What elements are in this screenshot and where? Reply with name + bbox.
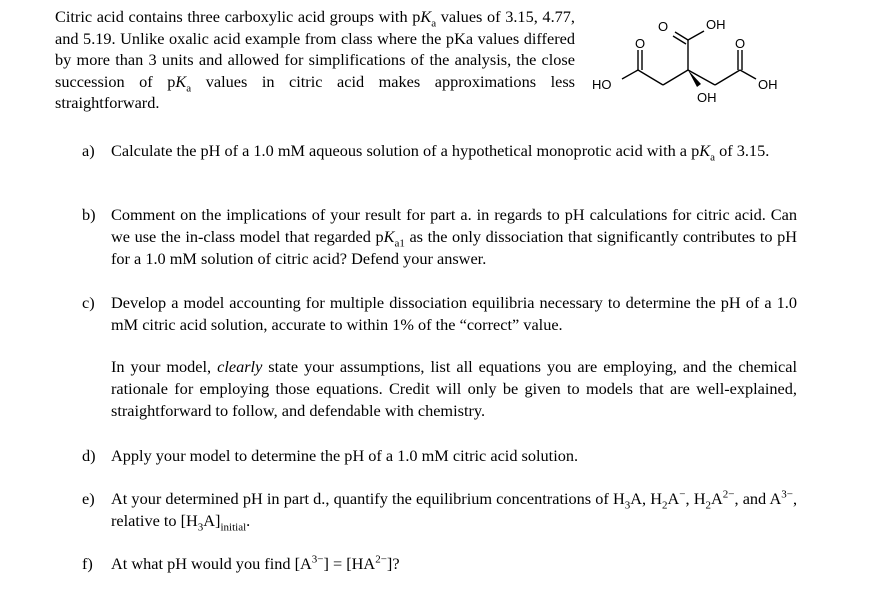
- subscript: 2: [705, 499, 711, 512]
- text-run: ] = [HA: [323, 554, 376, 573]
- question-text: [111, 445, 797, 467]
- text-run: , relative to [H: [111, 489, 798, 530]
- text-run: A, H: [630, 489, 663, 508]
- text-run: Develop a model accounting for multiple dissociation equilibria necessary to determine the pH of a 1.0 mM citric acid solution, accurate to within 1% of the “correct” value.: [111, 293, 797, 334]
- structure-label: OH: [758, 77, 778, 92]
- question-label: c): [82, 293, 95, 312]
- structure-label: O: [635, 36, 646, 51]
- question-label: b): [82, 205, 96, 224]
- text-run: K: [383, 227, 395, 246]
- question-c: [82, 292, 797, 422]
- superscript: −: [679, 488, 686, 501]
- structure-label: HO: [592, 77, 612, 92]
- superscript: 3−: [781, 488, 793, 501]
- text-run: A: [667, 489, 680, 508]
- question-label: d): [82, 446, 96, 465]
- text-run: , H: [685, 489, 706, 508]
- subscript: initial: [220, 521, 247, 534]
- question-text: [111, 356, 797, 422]
- question-text: [111, 140, 797, 162]
- text-run: , and A: [734, 489, 782, 508]
- question-label: e): [82, 489, 95, 508]
- subscript: 3: [197, 521, 204, 534]
- text-run: values of 3.15, 4.77, and 5.19. Unlike oxalic acid example from class where the pKa values differed by more than 3 units and allowed for simplifications of the analysis, the close succession of p: [55, 7, 575, 91]
- text-run: Comment on the implications of your result for part a. in regards to pH calculations for citric acid. Can we use the in-class model that regarded p: [111, 205, 797, 246]
- structure-label: O: [658, 19, 669, 34]
- text-run: K: [420, 7, 432, 26]
- superscript: 2−: [722, 488, 735, 501]
- question-label: a): [82, 141, 95, 160]
- text-run: At what pH would you find [A: [111, 554, 312, 573]
- subscript: 2: [662, 499, 668, 512]
- question-text: [111, 204, 797, 270]
- question-e: [82, 488, 797, 532]
- subscript: a: [186, 81, 192, 94]
- question-text: [111, 292, 797, 336]
- question-f: [82, 553, 797, 575]
- subscript: a: [710, 151, 716, 164]
- question-text: [111, 488, 797, 532]
- text-run: values in citric acid makes approximations less straightforward.: [55, 71, 575, 112]
- subscript: 3: [624, 499, 631, 512]
- intro-paragraph: [55, 6, 575, 114]
- text-run: Citric acid contains three carboxylic acid groups with p: [55, 7, 421, 26]
- text-run: At your determined pH in part d., quantify the equilibrium concentrations of H: [111, 489, 625, 508]
- structure-label: O: [735, 36, 746, 51]
- text-run: Calculate the pH of a 1.0 mM aqueous solution of a hypothetical monoprotic acid with a p: [111, 141, 700, 160]
- text-run: A: [710, 489, 723, 508]
- text-run: In your model,: [111, 357, 218, 376]
- subscript: a1: [394, 237, 405, 250]
- superscript: 3−: [311, 553, 324, 566]
- text-run: as the only dissociation that significantly contributes to pH for a 1.0 mM solution of citric acid? Defend your answer.: [111, 227, 797, 268]
- structure-label: OH: [706, 17, 726, 32]
- text-run: .: [246, 511, 251, 530]
- question-a: [82, 140, 797, 162]
- structure-label: OH: [697, 90, 717, 105]
- text-run: ]?: [386, 554, 400, 573]
- superscript: 2−: [375, 553, 387, 566]
- text-run: A]: [203, 511, 221, 530]
- question-text: [111, 553, 797, 575]
- text-run: of 3.15.: [715, 141, 770, 160]
- text-run: state your assumptions, list all equations you are employing, and the chemical rationale for employing those equations. Credit will only be given to models that are well-explained, straightforward to follow, and defendable with chemistry.: [111, 357, 798, 420]
- text-run: K: [699, 141, 711, 160]
- citric-acid-structure: [580, 0, 800, 115]
- question-b: [82, 204, 797, 270]
- text-run: clearly: [217, 357, 263, 376]
- question-label: f): [82, 554, 93, 573]
- text-run: Apply your model to determine the pH of a 1.0 mM citric acid solution.: [111, 446, 579, 465]
- text-run: K: [175, 71, 187, 91]
- question-d: [82, 445, 797, 467]
- subscript: a: [431, 17, 437, 30]
